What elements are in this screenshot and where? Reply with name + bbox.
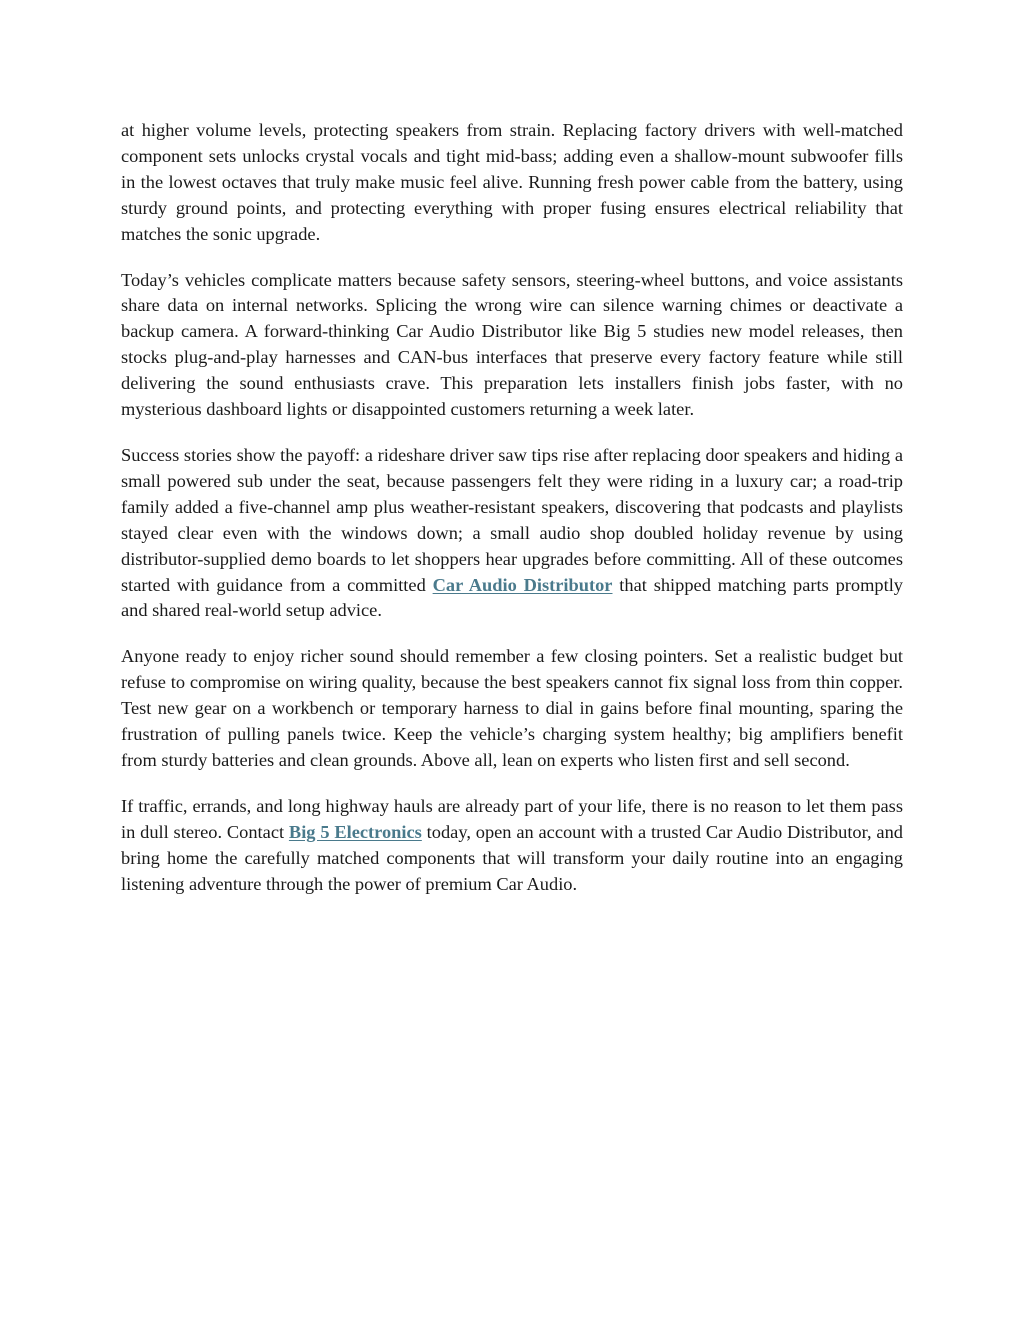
paragraph-3 [121,443,903,624]
paragraph-text: Success stories show the payoff: a rideshare driver saw tips rise after replacing door speakers and hiding a small powered sub under the seat, because passengers felt they were riding in a luxury car; a road-trip family added a five-channel amp plus weather-resistant speakers, discovering that podcasts and playlists stayed clear even with the windows down; a small audio shop doubled holiday revenue by using distributor-supplied demo boards to let shoppers hear upgrades before committing. All of these outcomes started with guidance from a committed [121,444,903,595]
paragraph-2 [121,268,903,423]
paragraph-4 [121,644,903,774]
paragraph-1 [121,118,903,248]
document-body [121,118,903,917]
paragraph-text: today, open an account with a trusted Car Audio Distributor, and bring home the carefully matched components that will transform your daily routine into an engaging listening adventure through the power of premium Car Audio. [121,821,903,894]
paragraph-text: Today’s vehicles complicate matters because safety sensors, steering-wheel buttons, and voice assistants share data on internal networks. Splicing the wrong wire can silence warning chimes or deactivate a backup camera. A forward-thinking Car Audio Distributor like Big 5 studies new model releases, then stocks plug-and-play harnesses and CAN-bus interfaces that preserve every factory feature while still delivering the sound enthusiasts crave. This preparation lets installers finish jobs faster, with no mysterious dashboard lights or disappointed customers returning a week later. [121,269,903,420]
paragraph-text: that shipped matching parts promptly and shared real-world setup advice. [121,574,904,621]
car-audio-distributor-link[interactable]: Car Audio Distributor [432,574,613,595]
paragraph-text: If traffic, errands, and long highway hauls are already part of your life, there is no reason to let them pass in dull stereo. Contact [121,795,903,842]
paragraph-text: at higher volume levels, protecting speakers from strain. Replacing factory drivers with well-matched component sets unlocks crystal vocals and tight mid-bass; adding even a shallow-mount subwoofer fills in the lowest octaves that truly make music feel alive. Running fresh power cable from the battery, using sturdy ground points, and protecting everything with proper fusing ensures electrical reliability that matches the sonic upgrade. [121,120,903,244]
paragraph-text: Anyone ready to enjoy richer sound should remember a few closing pointers. Set a realistic budget but refuse to compromise on wiring quality, because the best speakers cannot fix signal loss from thin copper. Test new gear on a workbench or temporary harness to dial in gains before final mounting, sparing the frustration of pulling panels twice. Keep the vehicle’s charging system healthy; big amplifiers benefit from sturdy batteries and clean grounds. Above all, lean on experts who listen first and sell second. [121,646,903,770]
big-5-electronics-link[interactable]: Big 5 Electronics [288,821,422,842]
paragraph-5 [121,794,903,898]
